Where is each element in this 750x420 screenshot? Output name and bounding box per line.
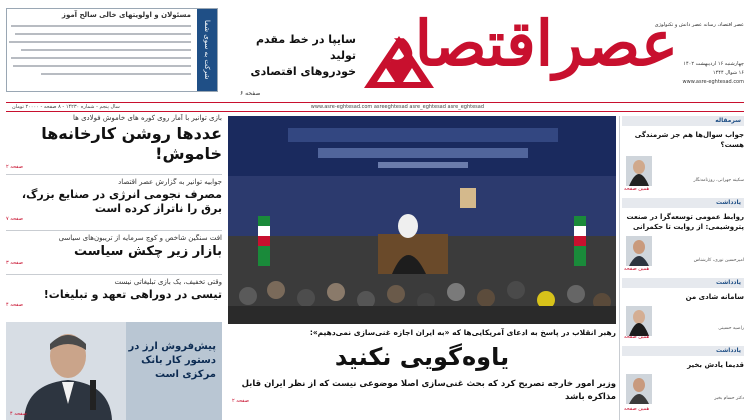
hero-photo[interactable] bbox=[228, 116, 616, 324]
hero-kicker: رهبر انقلاب در پاسخ به ادعای آمریکایی‌ها که «به ایران اجازه غنی‌سازی نمی‌دهیم»: bbox=[309, 328, 616, 337]
story-headline: بازار زیر چکش سیاست bbox=[73, 244, 222, 259]
info-text-line bbox=[11, 25, 191, 27]
photo-headline: پیش‌فروش ارز در دستور کار بانک مرکزی است bbox=[128, 341, 216, 380]
page-ref: همین صفحه bbox=[624, 186, 650, 192]
divider bbox=[6, 230, 222, 231]
page-ref: صفحه ۲ bbox=[232, 398, 249, 404]
section-label: یادداشت bbox=[622, 346, 744, 356]
story-discount[interactable] bbox=[6, 278, 222, 308]
divider bbox=[6, 274, 222, 275]
story-kicker: جوابیه توانیر به گزارش عصر اقتصاد bbox=[118, 178, 222, 186]
op-ed-title[interactable]: روابط عمومی توسعه‌گرا در صنعت پتروشیمی: از روایت تا حکمرانی bbox=[626, 213, 744, 231]
story-headline: عددها روشن کارخانه‌ها خاموش! bbox=[41, 124, 222, 163]
date-persian: چهارشنبه ۱۶ اردیبهشت ۱۴۰۲ bbox=[683, 61, 744, 67]
center-column bbox=[228, 116, 616, 420]
info-text-line bbox=[11, 57, 191, 59]
section-label: یادداشت bbox=[622, 198, 744, 208]
story-factories[interactable] bbox=[6, 114, 222, 170]
story-kicker: افت سنگین شاخص و کوچ سرمایه از تریبون‌های سیاسی bbox=[58, 234, 222, 242]
section-label: سرمقاله bbox=[622, 116, 744, 126]
website-url: www.asre-eghtesad.com bbox=[682, 79, 744, 85]
page-ref: صفحه ۴ bbox=[6, 301, 23, 308]
currency-story[interactable] bbox=[6, 322, 222, 420]
saipa-page-ref: صفحه ۶ bbox=[240, 90, 261, 97]
story-energy[interactable] bbox=[6, 178, 222, 222]
author-portrait bbox=[626, 156, 652, 186]
hero-dek: وزیر امور خارجه تصریح کرد که بحث غنی‌سازی اصلا موضوعی نیست که از نظر ایران قابل مذاکره باشد bbox=[241, 379, 616, 402]
author-portrait bbox=[626, 236, 652, 266]
column-divider bbox=[619, 116, 620, 420]
story-kicker: وقتی تخفیف، یک بازی تبلیغاتی نیست bbox=[114, 278, 222, 286]
story-headline: تیسی در دوراهی تعهد و تبلیغات! bbox=[43, 288, 222, 301]
info-tab: شرکت به سوی شما bbox=[197, 9, 217, 91]
info-text-line bbox=[41, 73, 191, 75]
brand-logo: عصراقتصاد bbox=[387, 7, 678, 80]
op-ed-title[interactable]: قدیما یادش بخیر bbox=[687, 361, 744, 369]
right-column bbox=[622, 116, 744, 420]
story-kicker: بازی توانیر با آمار روی کوره های خاموش فولادی ها bbox=[73, 114, 222, 122]
info-text-line bbox=[13, 65, 191, 67]
saipa-ad-text bbox=[228, 32, 356, 80]
info-text-line bbox=[15, 33, 191, 35]
saipa-ad-line: خودروهای اقتصادی bbox=[250, 65, 356, 78]
social-handles: www.asre-eghtesad.com asreeghtesad asre_eghtesad asre_eghtesad bbox=[310, 104, 484, 110]
page-ref: صفحه ۷ bbox=[6, 215, 23, 222]
info-title: مسئولان و اولویتهای خالی سالح آموز bbox=[61, 11, 191, 19]
op-ed-author: سکینه جهرانی، روزنامه‌نگار bbox=[693, 178, 744, 183]
op-ed-title[interactable]: جواب سوال‌ها هم جز شرمندگی هست؟ bbox=[634, 131, 744, 149]
page-ref: صفحه ۴ bbox=[10, 411, 27, 417]
info-box bbox=[6, 8, 218, 92]
page-ref: صفحه ۳ bbox=[6, 260, 23, 267]
story-headline: مصرف نجومی انرژی در صنایع بزرگ، برق را ناتراز کرده است bbox=[21, 188, 222, 215]
section-label: یادداشت bbox=[622, 278, 744, 288]
brand-date bbox=[683, 60, 744, 87]
page-ref: صفحه ۲ bbox=[6, 164, 23, 170]
issue-info: سال پنجم - شماره ۱۴۲۳۰ - ۸ صفحه - ۲۰۰۰۰ تومان bbox=[12, 104, 120, 110]
hero-image bbox=[228, 116, 616, 324]
story-market[interactable] bbox=[6, 234, 222, 266]
brand-tagline: عصر اقتصاد، رسانه عصر دانش و تکنولوژی bbox=[654, 22, 744, 28]
page-ref: همین صفحه bbox=[624, 406, 650, 412]
left-column bbox=[6, 114, 222, 420]
page-ref: همین صفحه bbox=[624, 266, 650, 272]
author-portrait bbox=[626, 374, 652, 404]
date-hijri: ۱۶ شوال ۱۴۴۴ bbox=[712, 70, 744, 76]
divider bbox=[6, 174, 222, 175]
masthead bbox=[0, 0, 750, 112]
page-ref: همین صفحه bbox=[624, 334, 650, 340]
info-text-line bbox=[9, 41, 191, 43]
op-ed-author: راضیه حسینی bbox=[718, 326, 744, 331]
op-ed-title[interactable]: سامانه شادی من bbox=[685, 293, 744, 301]
author-portrait bbox=[626, 306, 652, 336]
op-ed-author: امیرحسین نوری، کارشناس bbox=[693, 258, 744, 263]
hero-headline[interactable]: یاوه‌گویی نکنید bbox=[334, 343, 510, 371]
op-ed-author: دکتر حسام بخیر bbox=[714, 396, 744, 401]
saipa-ad-line: سایپا در خط مقدم تولید bbox=[255, 33, 356, 62]
issue-info-bar bbox=[6, 102, 744, 112]
info-text-line bbox=[21, 49, 191, 51]
